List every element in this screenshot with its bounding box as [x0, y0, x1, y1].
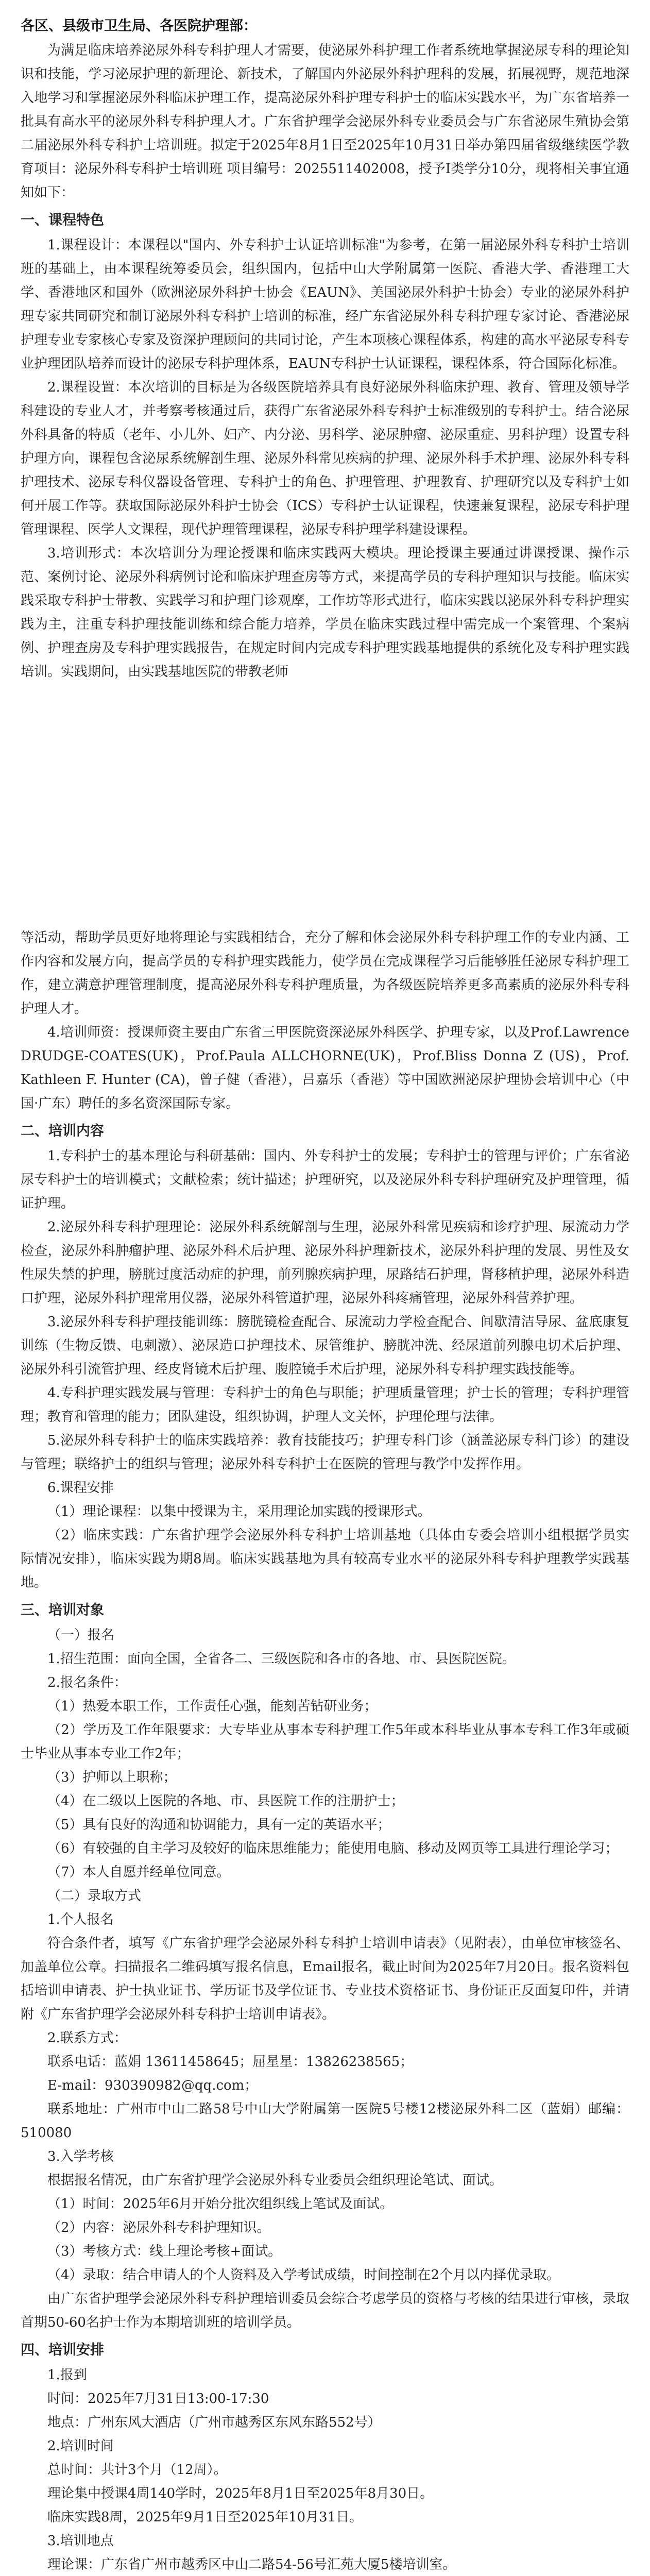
paragraph: 2.联系方式： — [47, 2030, 127, 2046]
paragraph: 由广东省护理学会泌尿外科专科护理培训委员会综合考虑学员的资格与考核的结果进行审核，录取首期50-60名护士作为本期培训班的培训学员。 — [21, 2291, 629, 2330]
paragraph: 5.泌尿外科专科护士的临床实践培养：教育技能技巧；护理专科门诊（涵盖泌尿专科门诊）的建设与管理；联络护士的组织与管理；泌尿外科专科护士在医院的管理与教学中发挥作用。 — [21, 1433, 629, 1472]
paragraph: 1.专科护士的基本理论与科研基础：国内、外专科护士的发展；专科护士的管理与评价；广东省泌尿专科护士的培训模式；文献检索；统计描述；护理研究，以及泌尿外科专科护理研究及护理管理，循证护理。 — [21, 1148, 629, 1211]
paragraph: （1）理论课程：以集中授课为主，采用理论加实践的授课形式。 — [47, 1504, 431, 1519]
paragraph: 地点：广州东风大酒店（广州市越秀区东风东路552号） — [47, 2415, 381, 2430]
paragraph: （1）热爱本职工作，工作责任心强，能刻苦钻研业务； — [47, 1699, 378, 1714]
document-body — [21, 14, 629, 2576]
section-title-3: 三、培训对象 — [21, 1602, 104, 1618]
paragraph: 3.泌尿外科专科护理技能训练：膀胱镜检查配合、尿流动力学检查配合、间歇清洁导尿、盆底康复训练（生物反馈、电刺激）、泌尿造口护理技术、尿管维护、膀胱冲洗、经尿道前列腺电切术后护理、泌尿外科引流管护理、经皮肾镜术后护理、腹腔镜手术后护理，泌尿外科专科护理实践技能等。 — [21, 1314, 629, 1377]
paragraph: 理论集中授课4周140学时，2025年8月1日至2025年8月30日。 — [47, 2486, 434, 2501]
paragraph: 根据报名情况，由广东省护理学会泌尿外科专业委员会组织理论笔试、面试。 — [47, 2173, 503, 2188]
paragraph: （3）考核方式：线上理论考核+面试。 — [47, 2244, 282, 2259]
greeting: 各区、县级市卫生局、各医院护理部： — [21, 18, 257, 34]
paragraph: 1.招生范围：面向全国，全省各二、三级医院和各市的各地、市、县医院医院。 — [47, 1651, 516, 1667]
paragraph: 3.入学考核 — [47, 2149, 114, 2164]
section-title-1: 一、课程特色 — [21, 212, 104, 228]
paragraph: 4.专科护理实践发展与管理：专科护士的角色与职能；护理质量管理；护士长的管理；专科护理管理；教育和管理的能力；团队建设，组织协调，护理人文关怀，护理伦理与法律。 — [21, 1385, 629, 1425]
paragraph: 2.泌尿外科专科护理理论：泌尿外科系统解剖与生理，泌尿外科常见疾病和诊疗护理、尿流动力学检查，泌尿外科肿瘤护理、泌尿外科术后护理、泌尿外科护理新技术，泌尿外科护理的发展、男性及女性尿失禁的护理，膀胱过度活动症的护理，前列腺疾病护理，尿路结石护理，肾移植护理，泌尿外科造口护理，泌尿外科护理常用仪器，泌尿外科管道护理，泌尿外科疼痛管理，泌尿外科营养护理。 — [21, 1219, 629, 1306]
paragraph: （4）录取：结合申请人的个人资料及入学考试成绩，时间控制在2个月以内择优录取。 — [47, 2267, 560, 2283]
paragraph: 时间：2025年7月31日13:00-17:30 — [47, 2391, 269, 2406]
paragraph: 总时间：共计3个月（12周）。 — [47, 2462, 227, 2478]
subsection-title: （二）录取方式 — [47, 1888, 142, 1904]
paragraph: （3）护师以上职称； — [47, 1770, 177, 1785]
paragraph: （4）在二级以上医院的各地、市、县医院工作的注册护士； — [47, 1793, 404, 1809]
paragraph: 1.报到 — [47, 2367, 87, 2383]
paragraph: （2）临床实践：广东省护理学会泌尿外科专科护士培训基地（具体由专委会培训小组根据学员实际情况安排），临床实践为期8周。临床实践基地为具有较高专业水平的泌尿外科专科护理教学实践基地。 — [21, 1528, 629, 1590]
section-title-4: 四、培训安排 — [21, 2342, 104, 2358]
paragraph: 等活动，帮助学员更好地将理论与实践相结合，充分了解和体会泌尿外科专科护理工作的专业内涵、工作内容和发展方向，提高学员的专科护理实践能力，使学员在完成课程学习后能够胜任泌尿专科护理工作，建立满意护理管理制度，提高泌尿外科专科护理质量，为各级医院培养更多高素质的泌尿外科专科护理人才。 — [21, 930, 629, 1016]
paragraph: 2.培训时间 — [47, 2438, 114, 2454]
intro-paragraph: 为满足临床培养泌尿外科专科护理人才需要，使泌尿外科护理工作者系统地掌握泌尿专科的理论知识和技能，学习泌尿护理的新理论、新技术，了解国内外泌尿外科护理科的发展，拓展视野，规范地深入地学习和掌握泌尿外科临床护理工作，提高泌尿外科护理专科护士的临床实践水平，为广东省培养一批具有高水平的泌尿外科专科护理人才。广东省护理学会泌尿外科专业委员会与广东省泌尿生殖协会第二届泌尿外科专科护士培训班。拟定于2025年8月1日至2025年10月31日举办第四届省级继续医学教育项目：泌尿外科专科护士培训班 项目编号：2025511402008，授予Ⅰ类学分10分，现将相关事宜通知如下： — [21, 43, 629, 200]
paragraph: 3.培训形式：本次培训分为理论授课和临床实践两大模块。理论授课主要通过讲课授课、操作示范、案例讨论、泌尿外科病例讨论和临床护理查房等方式，来提高学员的专科护理知识与技能。临床实践采取专科护士带教、实践学习和护理门诊观摩，工作坊等形式进行，临床实践以泌尿外科专科护理实践为主，注重专科护理技能训练和综合能力培养，学员在临床实践过程中需完成一个案管理、个案病例、护理查房及专科护理实践报告，在规定时间内完成专科护理实践基地提供的系统化及专科护理实践培训。实践期间，由实践基地医院的带教老师 — [21, 546, 629, 680]
paragraph: 1.课程设计：本课程以"国内、外专科护士认证培训标准"为参考，在第一届泌尿外科专科护士培训班的基础上，由本课程统筹委员会，组织国内，包括中山大学附属第一医院、香港大学、香港理工大学、香港地区和国外（欧洲泌尿外科护士协会《EAUN》、美国泌尿外科护士协会）专业的泌尿外科护理专家共同研究和制订泌尿外科专科护士培训的标准，经广东省泌尿外科专科护理专家讨论、香港泌尿护理专业专家核心专家及资深护理顾问的共同讨论，产生本项核心课程体系，构建的高水平泌尿专科专业护理团队培养而设计的泌尿专科护理体系，EAUN专科护士认证课程，课程体系，符合国际化标准。 — [21, 238, 629, 371]
paragraph: 临床实践8周，2025年9月1日至2025年10月31日。 — [47, 2510, 363, 2525]
paragraph: （2）内容：泌尿外科专科护理知识。 — [47, 2220, 270, 2235]
paragraph: 2.课程设置：本次培训的目标是为各级医院培养具有良好泌尿外科临床护理、教育、管理及领导学科建设的专业人才，并考察考核通过后，获得广东省泌尿外科专科护士标准级别的专科护士。结合泌尿外科具备的特质（老年、小儿外、妇产、内分泌、男科学、泌尿肿瘤、泌尿重症、男科护理）设置专科护理方向，课程包含泌尿系统解剖生理、泌尿外科常见疾病的护理、泌尿外科手术护理、泌尿外科专科护理技术、泌尿专科仪器设备管理、专科护士的角色、护理管理、护理教育、护理研究以及专科护士如何开展工作等。获取国际泌尿外科护士协会（ICS）专科护士认证课程，快速兼复课程，泌尿专科护理管理课程、医学人文课程，现代护理管理课程，泌尿专科护理学科建设课程。 — [21, 380, 629, 537]
paragraph: 4.培训师资：授课师资主要由广东省三甲医院资深泌尿外科医学、护理专家，以及Prof.Lawrence DRUDGE-COATES(UK)，Prof.Paula ALLCHORNE(UK)，Prof.Bliss Donna Z (US)，Prof. Kathleen F. Hunter (CA)，曾子健（香港），吕嘉乐（香港）等中国欧洲泌尿护理协会培训中心（中国·广东）聘任的多名资深国际专家。 — [21, 1025, 629, 1111]
section-title-2: 二、培训内容 — [21, 1123, 104, 1139]
paragraph: 3.培训地点 — [47, 2533, 114, 2549]
contact-phone: 联系电话：蓝娟 13611458645；屈星星：13826238565； — [47, 2054, 414, 2070]
paragraph: （6）有较强的自主学习及较好的临床思维能力；能使用电脑、移动及网页等工具进行理论学习； — [47, 1841, 619, 1856]
contact-address: 联系地址：广州市中山二路58号中山大学附属第一医院5号楼12楼泌尿外科二区（蓝娟）邮编：510080 — [21, 2102, 629, 2141]
subsection-title: （一）报名 — [47, 1628, 115, 1643]
paragraph: 符合条件者，填写《广东省护理学会泌尿外科专科护士培训申请表》（见附表），由单位审核签名、加盖单位公章。扫描报名二维码填写报名信息，Email报名，截止时间为2025年7月20日。报名资料包括培训申请表、护士执业证书、学历证书及学位证书、专业技术资格证书、身份证正反面复印件，并请附《广东省护理学会泌尿外科专科护士培训申请表》。 — [21, 1936, 629, 2022]
paragraph: 2.报名条件： — [47, 1675, 127, 1690]
paragraph: 理论课：广东省广州市越秀区中山二路54-56号汇苑大厦5楼培训室。 — [47, 2557, 456, 2572]
contact-email[interactable]: E-mail：930390982@qq.com； — [47, 2078, 258, 2093]
paragraph: （5）具有良好的沟通和协调能力，具有一定的英语水平； — [47, 1817, 391, 1833]
paragraph: （1）时间：2025年6月开始分批次组织线上笔试及面试。 — [47, 2196, 394, 2212]
paragraph: （2）学历及工作年限要求：大专毕业从事本专科护理工作5年或本科毕业从事本专科工作3年或硕士毕业从事本专业工作2年； — [21, 1722, 629, 1761]
spacer — [21, 684, 629, 926]
paragraph: 6.课程安排 — [47, 1480, 114, 1496]
paragraph: （7）本人自愿并经单位同意。 — [47, 1865, 230, 1880]
paragraph: 1.个人报名 — [47, 1912, 114, 1927]
